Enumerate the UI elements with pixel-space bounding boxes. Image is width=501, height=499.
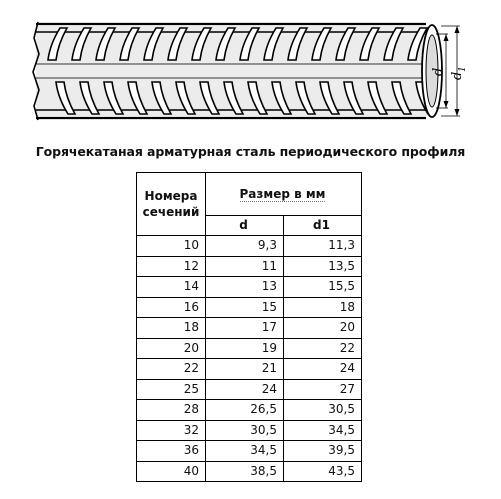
header-section-numbers: Номера сечений [137, 173, 206, 236]
cell-d1: 34,5 [284, 420, 362, 441]
cell-section-number: 10 [137, 236, 206, 257]
cell-section-number: 16 [137, 297, 206, 318]
cell-d: 24 [206, 379, 284, 400]
rebar-illustration [28, 4, 468, 132]
cell-d1: 13,5 [284, 256, 362, 277]
cell-section-number: 40 [137, 461, 206, 482]
cell-d1: 39,5 [284, 441, 362, 462]
cell-d: 38,5 [206, 461, 284, 482]
header-size-label: Размер в мм [239, 186, 326, 201]
dimension-d1-subscript: 1 [458, 66, 468, 72]
cell-d1: 30,5 [284, 400, 362, 421]
header-col-d1: d1 [284, 216, 362, 236]
cell-d1: 24 [284, 359, 362, 380]
cell-d1: 11,3 [284, 236, 362, 257]
rebar-size-table [136, 172, 362, 482]
cell-d1: 15,5 [284, 277, 362, 298]
header-size-mm [206, 173, 362, 216]
table-row [137, 359, 362, 380]
table-body [137, 236, 362, 482]
cell-d1: 20 [284, 318, 362, 339]
table-row [137, 379, 362, 400]
cell-section-number: 22 [137, 359, 206, 380]
cell-section-number: 36 [137, 441, 206, 462]
cell-d: 34,5 [206, 441, 284, 462]
cell-section-number: 32 [137, 420, 206, 441]
cell-d: 21 [206, 359, 284, 380]
cell-section-number: 14 [137, 277, 206, 298]
cell-d: 9,3 [206, 236, 284, 257]
cell-section-number: 25 [137, 379, 206, 400]
table-row [137, 236, 362, 257]
figure-caption: Горячекатаная арматурная сталь периодического профиля [35, 144, 466, 159]
cell-d1: 18 [284, 297, 362, 318]
table-row [137, 400, 362, 421]
table-row [137, 318, 362, 339]
table-row [137, 461, 362, 482]
cell-d: 30,5 [206, 420, 284, 441]
cell-d: 17 [206, 318, 284, 339]
cell-d: 19 [206, 338, 284, 359]
table-row [137, 277, 362, 298]
cell-section-number: 20 [137, 338, 206, 359]
cell-d: 13 [206, 277, 284, 298]
dimension-d1-label: d [450, 71, 465, 80]
table-row [137, 338, 362, 359]
table-row [137, 256, 362, 277]
dimension-d-label: d [431, 67, 446, 76]
cell-d: 15 [206, 297, 284, 318]
cell-section-number: 28 [137, 400, 206, 421]
cell-section-number: 12 [137, 256, 206, 277]
cell-d1: 22 [284, 338, 362, 359]
table-row [137, 420, 362, 441]
table-row [137, 297, 362, 318]
table-row [137, 441, 362, 462]
cell-d1: 43,5 [284, 461, 362, 482]
header-col-d: d [206, 216, 284, 236]
cell-d: 26,5 [206, 400, 284, 421]
cell-d1: 27 [284, 379, 362, 400]
cell-section-number: 18 [137, 318, 206, 339]
cell-d: 11 [206, 256, 284, 277]
